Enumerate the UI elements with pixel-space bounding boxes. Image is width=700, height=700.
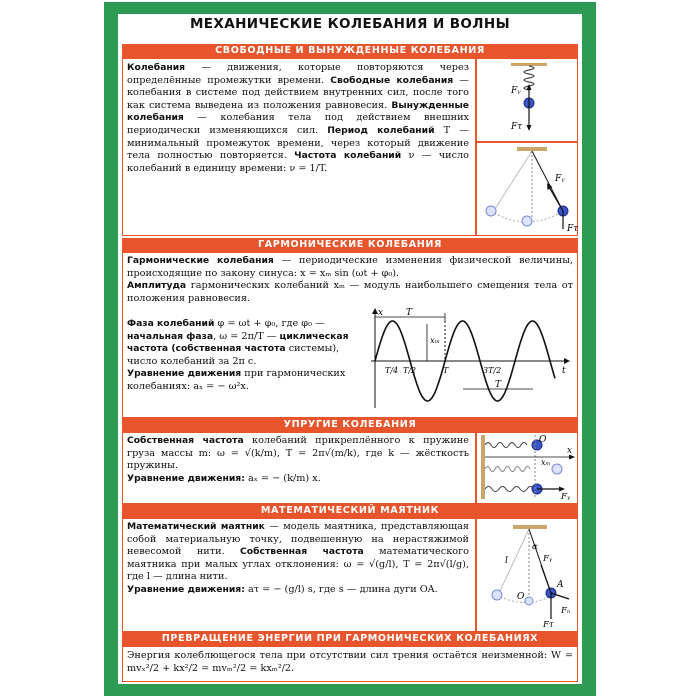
amplitude-label: xₘ — [430, 336, 441, 346]
tick-t2: T/2 — [403, 366, 417, 375]
energy-text: Энергия колеблющегося тела при отсутствии сил трения остаётся неизменной: W = mvₓ²/2 + kx²/2 = mvₘ²/2 = kxₘ²/2. — [127, 650, 573, 674]
origin-label: O — [517, 592, 525, 602]
energy-section — [122, 646, 578, 682]
amplitude-label: xₘ — [541, 458, 551, 467]
sine-graph — [363, 303, 575, 415]
spring-mass-figure — [477, 433, 577, 503]
elastic-heading: УПРУГИЕ КОЛЕБАНИЯ — [122, 418, 578, 432]
x-label: x — [567, 446, 573, 456]
point-a-label: A — [557, 580, 564, 590]
length-label: l — [505, 556, 508, 566]
spring-pendulum-figure — [477, 59, 577, 235]
tick-t: T — [443, 366, 449, 375]
pendulum-heading: МАТЕМАТИЧЕСКИЙ МАЯТНИК — [122, 504, 578, 518]
page-title: МЕХАНИЧЕСКИЕ КОЛЕБАНИЯ И ВОЛНЫ — [189, 16, 511, 32]
tick-3t2: 3T/2 — [483, 366, 502, 375]
x-axis-label: x — [378, 308, 384, 318]
normal-force-label: Fₙ — [561, 606, 571, 616]
tick-t4: T/4 — [385, 366, 399, 375]
origin-label: O — [539, 435, 547, 445]
poster-sheet — [118, 14, 582, 684]
gravity-force-label: Fτ — [511, 122, 523, 132]
poster-frame — [104, 2, 596, 696]
pendulum-section — [122, 518, 578, 632]
free-oscillations-section — [122, 58, 578, 236]
elastic-section — [122, 432, 578, 504]
pendulum-text: Математический маятник — модель маятника, представляющая собой материальную точку, подвешенную на нерастяжимой невесомой нити. Собственная частота математического маятника при малых углах отклонения: ω = √(g/l), T = 2π√(l/g), где l — длина нити. Уравнение движения: aτ = − (g/l) s, где s — длина дуги OA. — [127, 521, 469, 595]
free-oscillations-heading: СВОБОДНЫЕ И ВЫНУЖДЕННЫЕ КОЛЕБАНИЯ — [122, 44, 578, 58]
energy-heading: ПРЕВРАЩЕНИЕ ЭНЕРГИИ ПРИ ГАРМОНИЧЕСКИХ КОЛЕБАНИЯХ — [122, 632, 578, 646]
elastic-text: Собственная частота колебаний прикреплённого к пружине груза массы m: ω = √(k/m), T = 2π√(m/k), где k — жёсткость пружины. Уравнение движения: aₓ = − (k/m) x. — [127, 435, 469, 484]
harmonic-heading: ГАРМОНИЧЕСКИЕ КОЛЕБАНИЯ — [122, 238, 578, 252]
harmonic-section — [122, 252, 578, 418]
pendulum-tension-label: Fᵧ — [555, 174, 565, 184]
period-bottom-label: T — [495, 380, 502, 390]
tension-label: Fᵧ — [543, 554, 553, 564]
spring-force-label: Fᵧ — [511, 86, 521, 96]
harmonic-intro-text: Гармонические колебания — периодические изменения физической величины, происходящие по закону синуса: x = xₘ sin (ωt + φ₀). Амплитуда гармонических колебаний xₘ — модуль наибольшего смещения тела от положения равновесия. — [127, 255, 573, 304]
pendulum-gravity-label: Fτ — [567, 224, 579, 234]
math-pendulum-figure — [477, 519, 577, 631]
period-top-label: T — [406, 308, 413, 318]
free-oscillations-text: Колебания — движения, которые повторяются через определённые промежутки времени. Свободные колебания — колебания в системе под действием внутренних сил, после того как система выведена из положения равновесия. Вынужденные колебания — колебания тела под действием внешних периодически изменяющихся сил. Период колебаний T — минимальный промежуток времени, через который движение тела полностью повторяется. Частота колебаний ν — число колебаний в единицу времени: ν = 1/T. — [127, 62, 469, 174]
elastic-force-label: Fᵧ — [561, 492, 571, 502]
tangential-force-label: Fτ — [543, 620, 554, 630]
t-axis-label: t — [562, 366, 566, 376]
angle-label: α — [532, 542, 538, 552]
harmonic-phase-text: Фаза колебаний φ = ωt + φ₀, где φ₀ — начальная фаза, ω = 2π/T — циклическая частота (собственная частота системы), число колебаний за 2π с. Уравнение движения при гармонических колебаниях: aₓ = − ω²x. — [127, 318, 349, 392]
